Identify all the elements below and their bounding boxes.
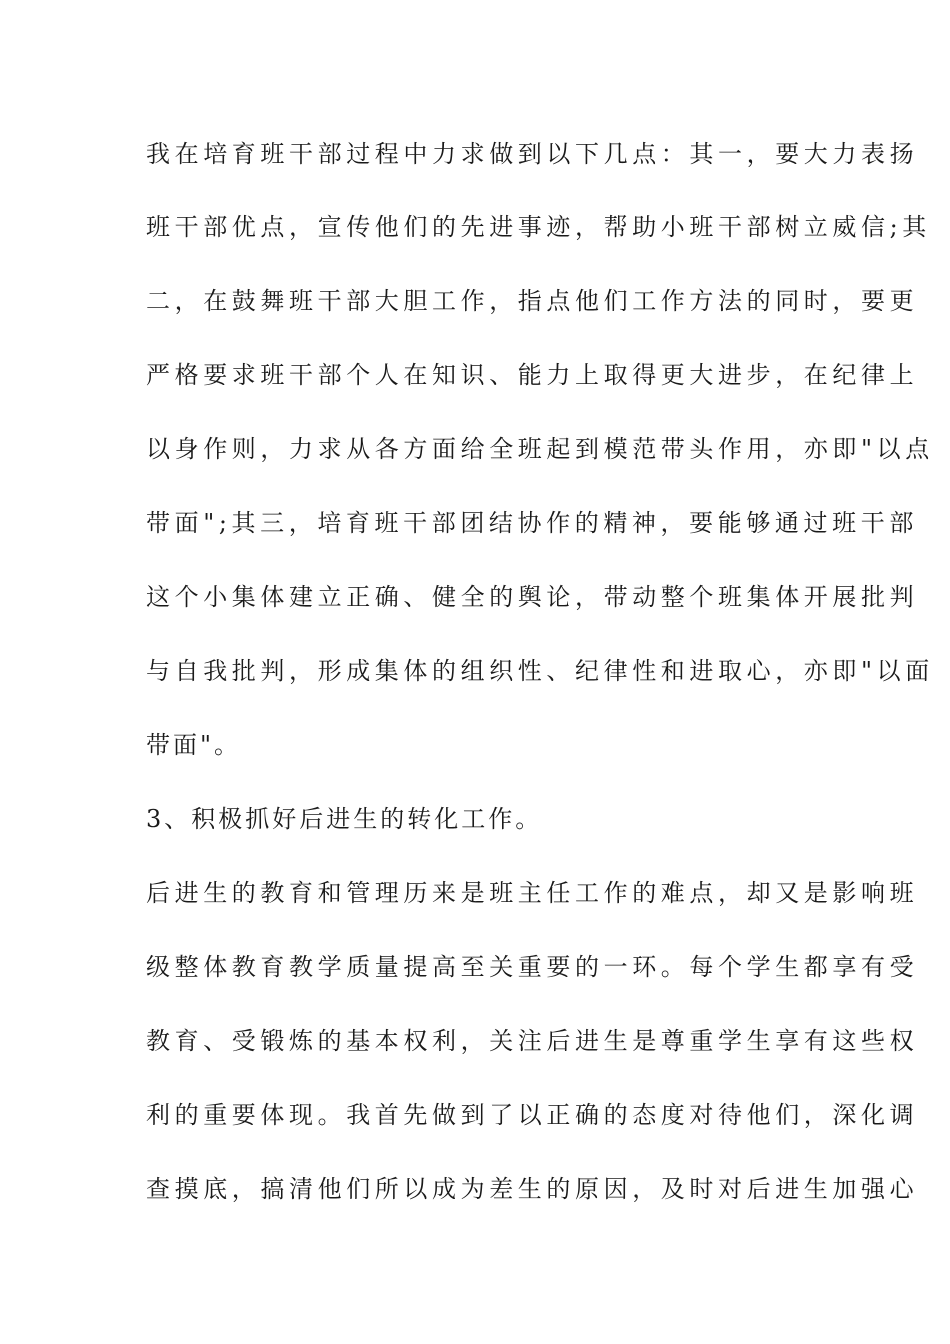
paragraph-1-line-5: 以身作则，力求从各方面给全班起到模范带头作用，亦即"以点 [146,435,934,463]
paragraph-1-line-4: 严格要求班干部个人在知识、能力上取得更大进步，在纪律上 [146,361,919,389]
section-heading-3: 3、积极抓好后进生的转化工作。 [146,805,543,833]
paragraph-1-line-6: 带面";其三，培育班干部团结协作的精神，要能够通过班干部 [146,509,918,537]
paragraph-1-line-7: 这个小集体建立正确、健全的舆论，带动整个班集体开展批判 [146,583,919,611]
paragraph-1-line-9: 带面"。 [146,731,242,759]
paragraph-2-line-2: 级整体教育教学质量提高至关重要的一环。每个学生都享有受 [146,953,919,981]
paragraph-2-line-5: 查摸底，搞清他们所以成为差生的原因，及时对后进生加强心 [146,1175,919,1203]
paragraph-2-line-4: 利的重要体现。我首先做到了以正确的态度对待他们，深化调 [146,1101,919,1129]
paragraph-1-line-2: 班干部优点，宣传他们的先进事迹，帮助小班干部树立威信;其 [146,213,931,241]
paragraph-1-line-1: 我在培育班干部过程中力求做到以下几点：其一，要大力表扬 [146,140,919,168]
paragraph-2-line-3: 教育、受锻炼的基本权利，关注后进生是尊重学生享有这些权 [146,1027,919,1055]
paragraph-2-line-1: 后进生的教育和管理历来是班主任工作的难点，却又是影响班 [146,879,919,907]
paragraph-1-line-3: 二，在鼓舞班干部大胆工作，指点他们工作方法的同时，要更 [146,287,919,315]
paragraph-1-line-8: 与自我批判，形成集体的组织性、纪律性和进取心，亦即"以面 [146,657,934,685]
